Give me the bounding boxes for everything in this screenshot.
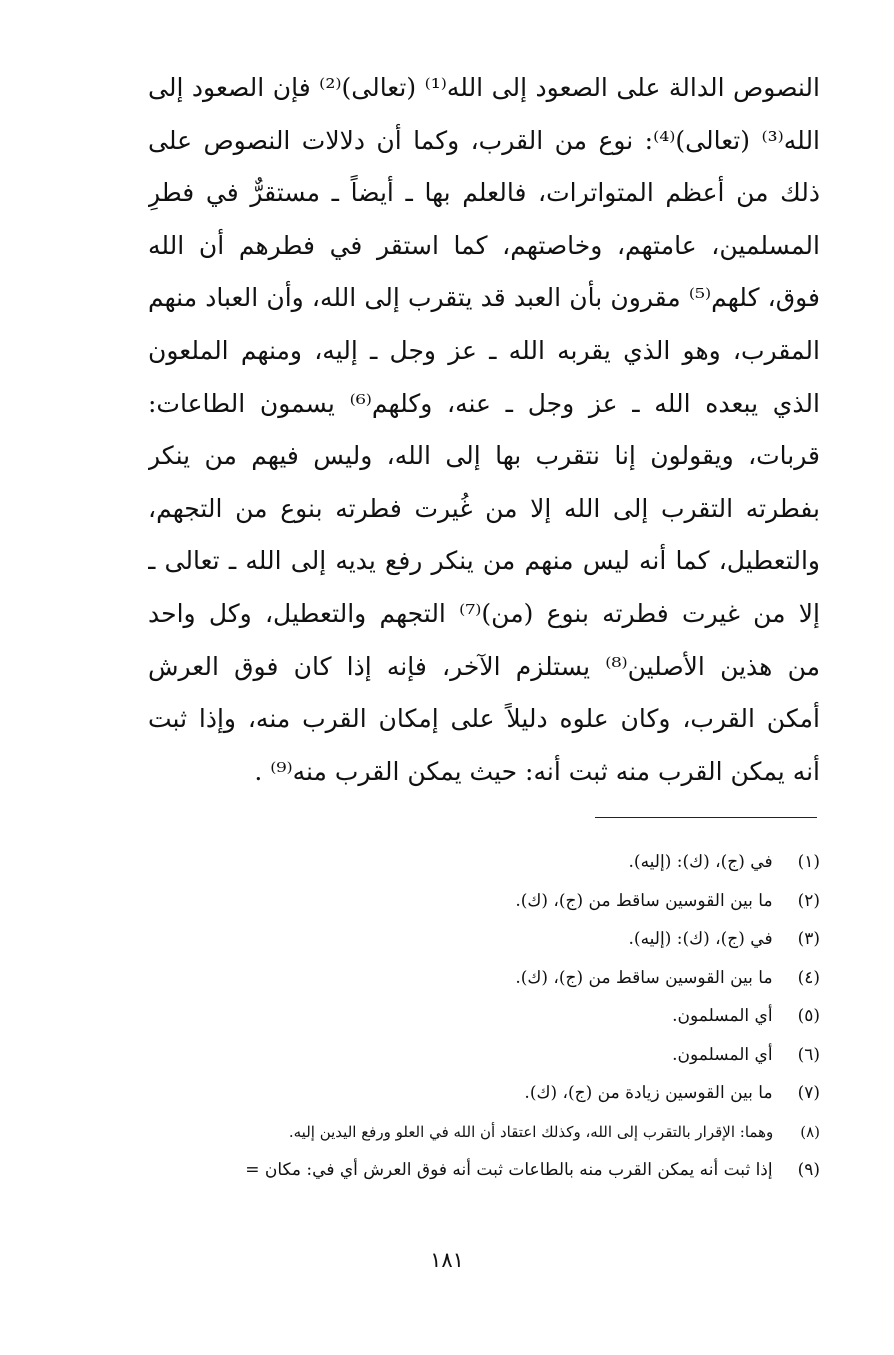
- footnote-number: (٢): [797, 890, 820, 911]
- footnote-item: [120, 882, 820, 921]
- footnote-separator: [595, 817, 817, 818]
- text-line-11: إلا من غيرت فطرته بنوع (من)⁽⁷⁾ التجهم والتعطيل، وكل واحد: [148, 598, 820, 628]
- footnote-item: [120, 1036, 820, 1075]
- footnote-text: ما بين القوسين ساقط من (ج)، (ك).: [515, 967, 773, 988]
- text-line-14: أنه يمكن القرب منه ثبت أنه: حيث يمكن القرب منه⁽⁹⁾ .: [254, 756, 820, 786]
- footnote-text: أي المسلمون.: [672, 1006, 773, 1026]
- text-line-7: الذي يبعده الله ـ عز وجل ـ عنه، وكلهم⁽⁶⁾ يسمون الطاعات:: [148, 388, 820, 418]
- footnote-text: ما بين القوسين ساقط من (ج)، (ك).: [515, 890, 773, 911]
- footnote-item: [120, 997, 820, 1036]
- text-line-5: فوق، كلهم⁽⁵⁾ مقرون بأن العبد قد يتقرب إلى الله، وأن العباد منهم: [148, 283, 820, 313]
- footnotes-block: [120, 843, 820, 1190]
- page-number: ١٨١: [430, 1248, 464, 1272]
- text-line-6: المقرب، وهو الذي يقربه الله ـ عز وجل ـ إليه، ومنهم الملعون: [148, 335, 820, 365]
- text-line-3: ذلك من أعظم المتواترات، فالعلم بها ـ أيضاً ـ مستقرٌّ في فطرِ: [148, 178, 820, 208]
- footnote-text: إذا ثبت أنه يمكن القرب منه بالطاعات ثبت أنه فوق العرش أي في: مكان =: [245, 1160, 773, 1180]
- footnote-number: (٨): [800, 1122, 820, 1141]
- text-line-10: والتعطيل، كما أنه ليس منهم من ينكر رفع يديه إلى الله ـ تعالى ـ: [148, 546, 820, 576]
- footnote-item: [120, 1151, 820, 1190]
- main-text-block: [148, 62, 820, 798]
- footnote-item: [120, 920, 820, 959]
- footnote-text: في (ج)، (ك): (إليه).: [628, 929, 773, 949]
- footnote-number: (٥): [797, 1006, 820, 1026]
- text-line-2: الله⁽³⁾ (تعالى)⁽⁴⁾: نوع من القرب، وكما أن دلالات النصوص على: [148, 125, 820, 155]
- footnote-number: (٧): [797, 1083, 820, 1103]
- text-line-12: من هذين الأصلين⁽⁸⁾ يستلزم الآخر، فإنه إذا كان فوق العرش: [148, 651, 820, 681]
- footnote-number: (٤): [797, 967, 820, 988]
- footnote-text: وهما: الإقرار بالتقرب إلى الله، وكذلك اعتقاد أن الله في العلو ورفع اليدين إليه.: [288, 1122, 774, 1141]
- text-line-1: النصوص الدالة على الصعود إلى الله⁽¹⁾ (تعالى)⁽²⁾ فإن الصعود إلى: [148, 73, 820, 102]
- text-line-4: المسلمين، عامتهم، وخاصتهم، كما استقر في فطرهم أن الله: [148, 230, 820, 260]
- footnote-number: (٩): [797, 1160, 820, 1180]
- text-line-13: أمكن القرب، وكان علوه دليلاً على إمكان القرب منه، وإذا ثبت: [148, 704, 820, 734]
- footnote-item: [120, 1074, 820, 1113]
- footnote-text: أي المسلمون.: [672, 1044, 773, 1065]
- footnote-text: في (ج)، (ك): (إليه).: [628, 852, 773, 872]
- text-line-9: بفطرته التقرب إلى الله إلا من غُيرت فطرته بنوع من التجهم،: [148, 493, 820, 523]
- text-line-8: قربات، ويقولون إنا نتقرب بها إلى الله، وليس فيهم من ينكر: [148, 441, 820, 471]
- footnote-number: (٦): [797, 1044, 820, 1065]
- footnote-item: [120, 959, 820, 998]
- footnote-number: (١): [797, 852, 820, 872]
- footnote-text: ما بين القوسين زيادة من (ج)، (ك).: [524, 1083, 773, 1103]
- footnote-item: [120, 843, 820, 882]
- footnote-item: [120, 1113, 820, 1152]
- footnote-number: (٣): [797, 929, 820, 949]
